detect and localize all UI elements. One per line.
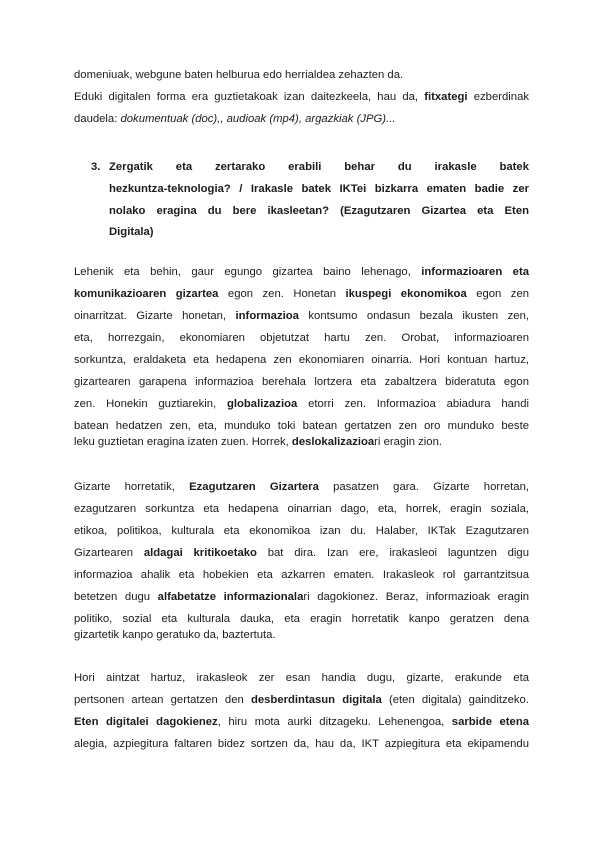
text-line: Gizartearen aldagai kritikoetako bat dira. Izan ere, irakasleoi laguntzen digu xyxy=(74,547,529,559)
bold-term: globalizazioa xyxy=(226,398,298,410)
text-line: oinarritzat. Gizarte honetan, informazioa kontsumo ondasun bezala ikusten zen, xyxy=(74,310,529,322)
bold-term: informazioaren eta xyxy=(421,266,529,278)
text-line: Eten digitalei dagokienez, hiru mota aurki ditzageku. Lehenengoa, sarbide etena xyxy=(74,716,529,728)
text-line: etikoa, politikoa, kulturala eta ekonomikoa izan du. Halaber, IKTak Ezagutzaren xyxy=(74,525,529,537)
bold-term: Ezagutzaren Gizartera xyxy=(189,481,319,493)
bold-term: komunikazioaren gizartea xyxy=(74,288,219,300)
bold-term: alfabetatze informazionala xyxy=(157,591,304,603)
text-line: informazioa ahalik eta hobekien eta azkarren ematen. Irakasleok rol garrantzitsua xyxy=(74,569,529,581)
text-line: pertsonen artean gertatzen den desberdintasun digitala (eten digitala) gainditzeko. xyxy=(74,694,529,706)
text-line: komunikazioaren gizartea egon zen. Honetan ikuspegi ekonomikoa egon zen xyxy=(74,288,530,300)
italic-examples: dokumentuak (doc),, audioak (mp4), argazkiak (JPG)... xyxy=(120,113,396,125)
text-line: batean hedatzen zen, eta, munduko toki batean gertatzen zen oro munduko beste xyxy=(74,420,529,432)
text-line: daudela: dokumentuak (doc),, audioak (mp4), argazkiak (JPG)... xyxy=(74,113,396,125)
text-line: zen. Honekin guztiarekin, globalizazioa etorri zen. Informazioa abiadura handi xyxy=(74,398,529,410)
bold-term: ikuspegi ekonomikoa xyxy=(345,288,467,300)
bold-term: informazioa xyxy=(235,310,299,322)
section-heading-line: Digitala) xyxy=(109,226,154,238)
text-line: ezagutzaren sorkuntza eta hedapena oinarrian dago, eta, horrek, eragin soziala, xyxy=(74,503,529,515)
bold-term: deslokalizazioa xyxy=(291,436,375,448)
text-line: eta, horrezgain, ekonomiaren objetutzat hartu zen. Orobat, informazioaren xyxy=(74,332,529,344)
text-line: Lehenik eta behin, gaur egungo gizartea baino lehenago, informazioaren eta xyxy=(74,266,529,278)
text-line: sorkuntza, eraldaketa eta hedapena zen ekonomiaren oinarria. Hori kontuan hartuz, xyxy=(74,354,529,366)
section-heading-line: nolako eragina du bere ikasleetan? (Ezagutzaren Gizartea eta Eten xyxy=(109,205,529,217)
bold-term: sarbide etena xyxy=(451,716,529,728)
section-heading-line: Zergatik eta zertarako erabili behar du irakasle batek xyxy=(109,161,529,173)
text-line: politiko, sozial eta kulturala dauka, eta eragin horretatik kanpo geratzen dena xyxy=(74,613,529,625)
text-line: alegia, azpiegitura faltaren bidez sortzen da, hau da, IKT azpiegitura eta ekipamendu xyxy=(74,738,529,750)
text-line: domeniuak, webgune baten helburua edo herrialdea zehazten da. xyxy=(74,69,404,81)
bold-term: desberdintasun digitala xyxy=(250,694,382,706)
section-heading-line: hezkuntza-teknologia? / Irakasle batek IKTei bizkarra ematen badie zer xyxy=(109,183,529,195)
heading-number: 3. xyxy=(91,161,101,173)
bold-term: aldagai kritikoetako xyxy=(143,547,257,559)
text-line: betetzen dugu alfabetatze informazionalari dagokionez. Beraz, informazioak eragin xyxy=(74,591,529,603)
text-line: Eduki digitalen forma era guztietakoak izan daitezkeela, hau da, fitxategi ezberdinak xyxy=(74,91,529,103)
text-line: leku guztietan eragina izaten zuen. Horrek, deslokalizazioari eragin zion. xyxy=(74,436,442,448)
text-line: Hori aintzat hartuz, irakasleok zer esan handia dugu, gizarte, erakunde eta xyxy=(74,672,529,684)
text-line: gizartearen garapena informazioa berehala lortzera eta zabaltzera bideratuta egon xyxy=(74,376,529,388)
bold-term: Eten digitalei dagokienez xyxy=(74,716,218,728)
bold-term: fitxategi xyxy=(424,91,468,103)
text-line: gizartetik kanpo geratuko da, baztertuta. xyxy=(74,629,276,641)
text-line: Gizarte horretatik, Ezagutzaren Gizartera pasatzen gara. Gizarte horretan, xyxy=(74,481,530,493)
